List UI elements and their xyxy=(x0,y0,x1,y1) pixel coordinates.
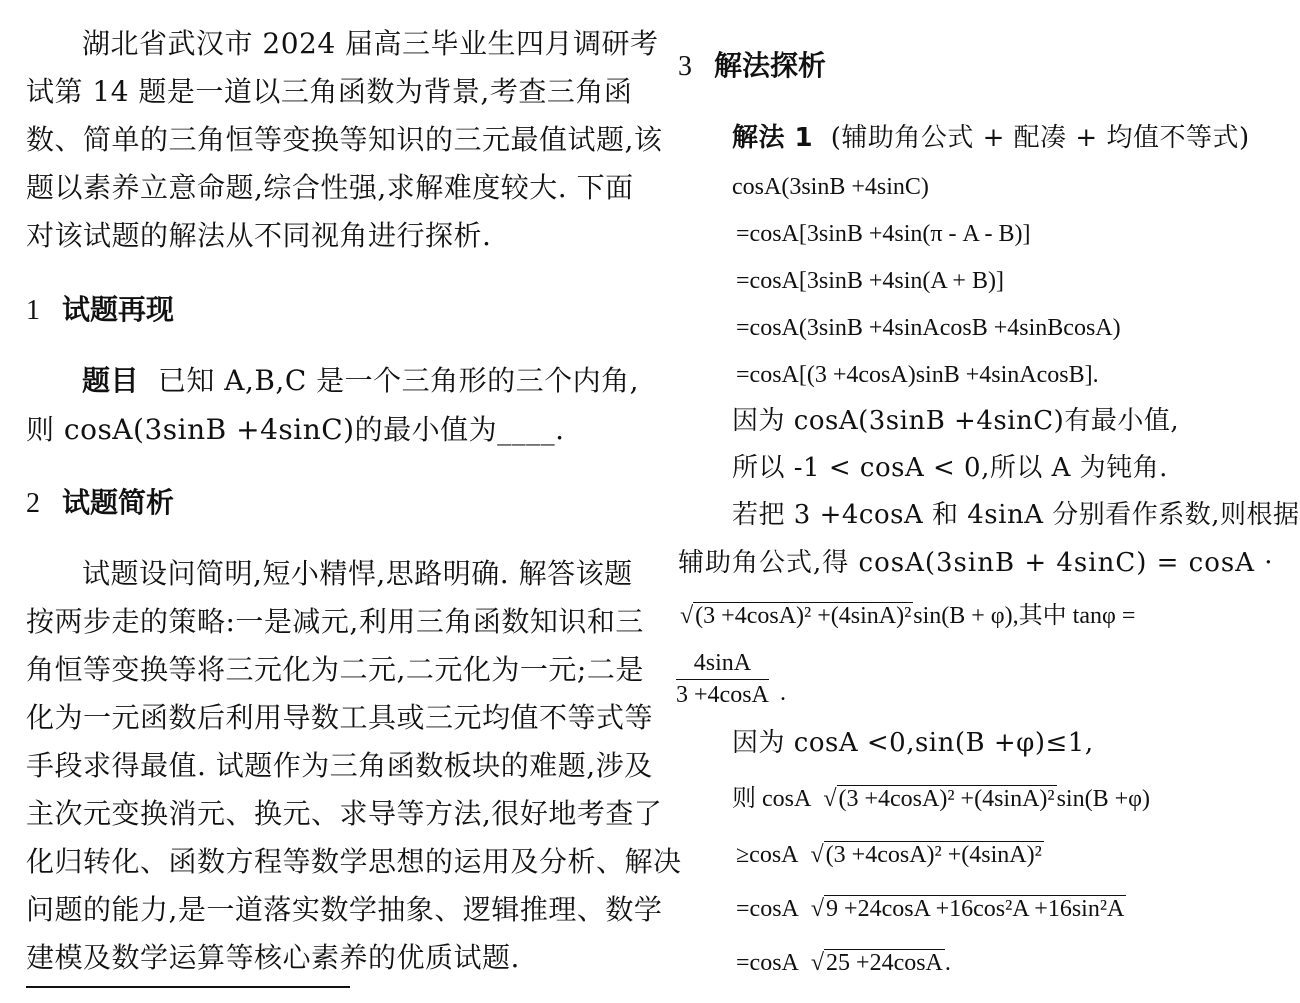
method-1-heading xyxy=(732,124,1250,152)
so-line-1: 所以 -1 < cosA < 0,所以 A 为钝角. xyxy=(732,453,1168,483)
eq1-prefix: =cosA xyxy=(736,896,799,922)
problem-line-2: 则 cosA(3sinB +4sinC)的最小值为____. xyxy=(26,413,565,446)
section-3-title: 解法探析 xyxy=(714,49,827,82)
section-2-number: 2 xyxy=(26,488,40,519)
derivation-line-2: =cosA[3sinB +4sin(π - A - B)] xyxy=(736,221,1031,247)
footnote-rule xyxy=(26,986,350,988)
if-line: 若把 3 +4cosA 和 4sinA 分别看作系数,则根据 xyxy=(732,500,1300,530)
intro-line-3: 数、简单的三角恒等变换等知识的三元最值试题,该 xyxy=(26,123,663,156)
section-2-heading xyxy=(26,486,175,519)
sqrt-line-1: √(3 +4cosA)² +(4sinA)²sin(B + φ),其中 tanφ = xyxy=(680,603,1136,629)
fraction-numerator: 4sinA xyxy=(676,650,769,680)
method-desc: (辅助角公式 + 配凑 + 均值不等式) xyxy=(830,123,1250,153)
eq-line-2: =cosA √25 +24cosA. xyxy=(736,950,951,976)
analysis-line-4: 化为一元函数后利用导数工具或三元均值不等式等 xyxy=(26,701,654,734)
because-line-2: 因为 cosA <0,sin(B +φ)≤1, xyxy=(732,728,1094,758)
intro-line-1: 湖北省武汉市 2024 届高三毕业生四月调研考 xyxy=(82,27,659,60)
eq2-end: . xyxy=(944,950,951,976)
derivation-line-1: cosA(3sinB +4sinC) xyxy=(732,174,929,200)
ge-line: ≥cosA √(3 +4cosA)² +(4sinA)² xyxy=(736,842,1042,868)
analysis-line-7: 化归转化、函数方程等数学思想的运用及分析、解决 xyxy=(26,845,682,878)
fraction-period: . xyxy=(780,680,786,706)
fraction-denominator: 3 +4cosA xyxy=(676,682,769,708)
derivation-line-4: =cosA(3sinB +4sinAcosB +4sinBcosA) xyxy=(736,315,1121,341)
then-line: 则 cosA √(3 +4cosA)² +(4sinA)²sin(B +φ) xyxy=(732,786,1150,812)
analysis-line-6: 主次元变换消元、换元、求导等方法,很好地考查了 xyxy=(26,797,663,830)
section-1-heading xyxy=(26,293,175,326)
analysis-line-3: 角恒等变换等将三元化为二元,二元化为一元;二是 xyxy=(26,653,644,686)
sqrt-1-radicand: (3 +4cosA)² +(4sinA)² xyxy=(695,603,912,629)
ge-prefix: ≥cosA xyxy=(736,842,799,868)
analysis-line-1: 试题设问简明,短小精悍,思路明确. 解答该题 xyxy=(82,557,633,590)
analysis-line-9: 建模及数学运算等核心素养的优质试题. xyxy=(26,941,520,974)
because-line-1: 因为 cosA(3sinB +4sinC)有最小值, xyxy=(732,406,1180,436)
section-1-number: 1 xyxy=(26,295,40,326)
intro-line-2: 试第 14 题是一道以三角函数为背景,考查三角函 xyxy=(26,75,633,108)
eq-line-1: =cosA √9 +24cosA +16cos²A +16sin²A xyxy=(736,896,1125,922)
then-radicand: (3 +4cosA)² +(4sinA)² xyxy=(838,786,1055,812)
derivation-line-3: =cosA[3sinB +4sin(A + B)] xyxy=(736,268,1004,294)
eq2-prefix: =cosA xyxy=(736,950,799,976)
tan-fraction xyxy=(676,650,769,709)
intro-line-5: 对该试题的解法从不同视角进行探析. xyxy=(26,219,492,252)
analysis-line-2: 按两步走的策略:一是减元,利用三角函数知识和三 xyxy=(26,605,644,638)
analysis-line-8: 问题的能力,是一道落实数学抽象、逻辑推理、数学 xyxy=(26,893,663,926)
analysis-line-5: 手段求得最值. 试题作为三角函数板块的难题,涉及 xyxy=(26,749,653,782)
section-2-title: 试题简析 xyxy=(62,486,175,519)
then-prefix: 则 cosA xyxy=(732,786,812,812)
eq1-radicand: 9 +24cosA +16cos²A +16sin²A xyxy=(826,896,1125,922)
intro-line-4: 题以素养立意命题,综合性强,求解难度较大. 下面 xyxy=(26,171,634,204)
section-3-heading xyxy=(678,49,827,82)
eq2-radicand: 25 +24cosA xyxy=(826,950,943,976)
sqrt-1-after: sin(B + φ),其中 tanφ = xyxy=(913,603,1136,629)
ge-radicand: (3 +4cosA)² +(4sinA)² xyxy=(825,842,1042,868)
then-after: sin(B +φ) xyxy=(1056,786,1150,812)
problem-label: 题目 xyxy=(82,364,140,397)
derivation-line-5: =cosA[(3 +4cosA)sinB +4sinAcosB]. xyxy=(736,362,1099,388)
method-label: 解法 1 xyxy=(732,123,814,153)
aux-line: 辅助角公式,得 cosA(3sinB + 4sinC) = cosA · xyxy=(678,548,1274,578)
section-3-number: 3 xyxy=(678,51,692,82)
problem-line-1 xyxy=(82,364,640,397)
problem-text-1: 已知 A,B,C 是一个三角形的三个内角, xyxy=(157,364,640,397)
section-1-title: 试题再现 xyxy=(62,293,175,326)
